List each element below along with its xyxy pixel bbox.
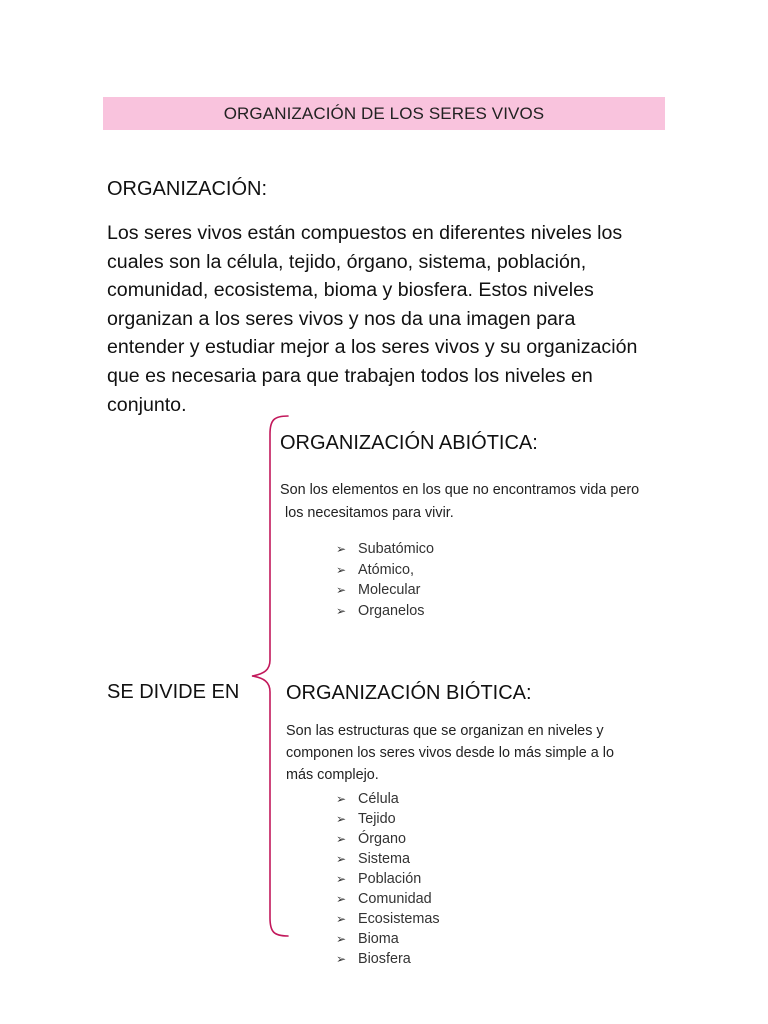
organization-heading: ORGANIZACIÓN:: [107, 178, 268, 200]
list-item-label: Tejido: [358, 810, 396, 827]
description-line: Son los elementos en los que no encontramos vida pero: [280, 482, 640, 498]
arrowhead-bullet-icon: ➢: [336, 604, 347, 619]
paragraph-line: comunidad, ecosistema, bioma y biosfera. Estos niveles: [107, 279, 594, 302]
list-item: [336, 560, 434, 581]
biotic-description: [286, 720, 656, 786]
abiotic-heading: ORGANIZACIÓN ABIÓTICA:: [280, 432, 538, 454]
paragraph-line: conjunto.: [107, 393, 187, 416]
paragraph-line: entender y estudiar mejor a los seres vivos y su organización: [107, 336, 638, 359]
arrowhead-bullet-icon: ➢: [336, 891, 347, 906]
list-item-label: Atómico,: [358, 561, 414, 578]
paragraph-line: Los seres vivos están compuestos en diferentes niveles los: [107, 222, 623, 244]
list-item-label: Molecular: [358, 582, 421, 599]
paragraph-line: cuales son la célula, tejido, órgano, sistema, población,: [107, 250, 587, 273]
arrowhead-bullet-icon: ➢: [336, 871, 347, 886]
arrowhead-bullet-icon: ➢: [336, 811, 347, 826]
arrowhead-bullet-icon: ➢: [336, 911, 347, 926]
paragraph-line: que es necesaria para que trabajen todos los niveles en: [107, 364, 593, 387]
list-item-label: Subatómico: [358, 541, 434, 557]
list-item: [336, 790, 440, 810]
list-item-label: Comunidad: [358, 890, 432, 907]
biotic-list: [336, 790, 440, 969]
list-item: [336, 830, 440, 850]
list-item: [336, 601, 434, 622]
abiotic-description: [280, 479, 670, 525]
arrowhead-bullet-icon: ➢: [336, 931, 347, 946]
arrowhead-bullet-icon: ➢: [336, 792, 347, 806]
title-banner: [103, 97, 665, 130]
list-item: [336, 580, 434, 601]
list-item: [336, 930, 440, 950]
list-item: [336, 810, 440, 830]
arrowhead-bullet-icon: ➢: [336, 851, 347, 866]
divide-label: SE DIVIDE EN: [107, 681, 240, 703]
description-line: Son las estructuras que se organizan en niveles y: [286, 723, 604, 739]
list-item-label: Ecosistemas: [358, 910, 440, 927]
list-item-label: Población: [358, 870, 422, 887]
list-item: [336, 910, 440, 930]
arrowhead-bullet-icon: ➢: [336, 562, 347, 577]
description-line: más complejo.: [286, 767, 379, 783]
list-item-label: Sistema: [358, 850, 410, 867]
list-item: [336, 890, 440, 910]
biotic-heading: ORGANIZACIÓN BIÓTICA:: [286, 682, 532, 704]
description-line: los necesitamos para vivir.: [285, 505, 454, 521]
arrowhead-bullet-icon: ➢: [336, 583, 347, 598]
description-line: componen los seres vivos desde lo más simple a lo: [286, 745, 614, 761]
list-item: [336, 850, 440, 870]
list-item: [336, 950, 440, 970]
list-item-label: Órgano: [358, 830, 406, 847]
list-item: [336, 870, 440, 890]
paragraph-line: organizan a los seres vivos y nos da una imagen para: [107, 307, 576, 330]
arrowhead-bullet-icon: ➢: [336, 542, 347, 556]
arrowhead-bullet-icon: ➢: [336, 831, 347, 846]
document-title: ORGANIZACIÓN DE LOS SERES VIVOS: [223, 103, 545, 123]
list-item-label: Célula: [358, 791, 399, 807]
list-item-label: Bioma: [358, 930, 399, 947]
list-item-label: Organelos: [358, 603, 425, 620]
abiotic-list: [336, 539, 434, 622]
list-item-label: Biosfera: [358, 950, 411, 967]
list-item: [336, 539, 434, 560]
arrowhead-bullet-icon: ➢: [336, 951, 347, 966]
organization-paragraph: [107, 219, 667, 419]
